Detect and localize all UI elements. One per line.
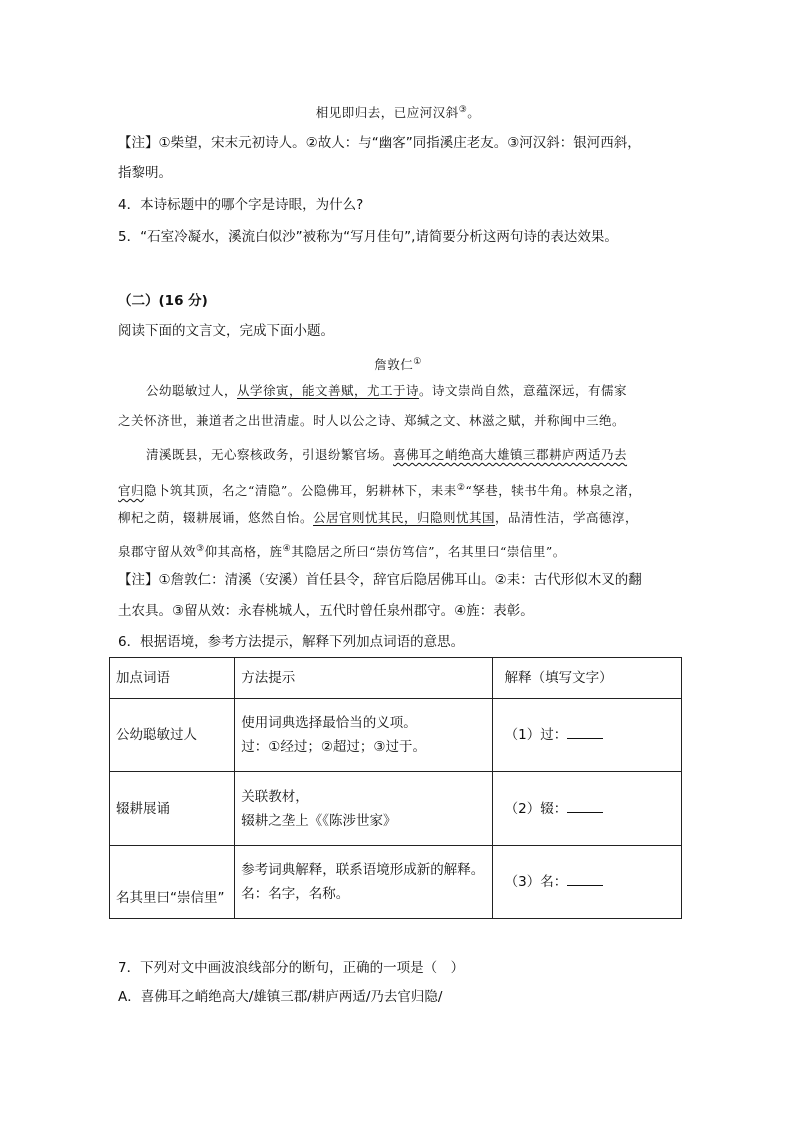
question-4: 4．本诗标题中的哪个字是诗眼，为什么?	[118, 197, 364, 213]
table-header-row	[110, 658, 682, 699]
passage-line-3: 清溪既县，无心察核政务，引退纷繁官场。喜佛耳之峭绝高大雄镇三郡耕庐两适乃去	[146, 447, 628, 462]
question-6: 6．根据语境，参考方法提示，解释下列加点词语的意思。	[118, 634, 465, 650]
wavy-underlined-sentence: 喜佛耳之峭绝高大雄镇三郡耕庐两适乃去	[393, 447, 628, 462]
passage-note-line-1: 【注】①詹敦仁：清溪（安溪）首任县令，辞官后隐居佛耳山。②耒：古代形似木叉的翻	[118, 572, 642, 588]
passage-title: 詹敦仁①	[374, 357, 422, 373]
table-cell-answer[interactable]: （1）过：	[492, 699, 681, 772]
table-cell-hint: 参考词典解释，联系语境形成新的解释。 名：名字，名称。	[235, 846, 492, 919]
answer-blank-3[interactable]	[567, 871, 603, 886]
answer-blank-1[interactable]	[567, 724, 603, 739]
table-row	[110, 772, 682, 846]
passage-line-5: 柳杞之荫，辍耕展诵，悠然自怡。公居官则忧其民，归隐则忧其国，品清性洁，学高德淳，	[118, 510, 639, 525]
vocabulary-table	[109, 657, 682, 919]
underlined-sentence-1: 从学徐寅，能文善赋，尤工于诗	[237, 383, 420, 398]
answer-blank-2[interactable]	[567, 798, 603, 813]
passage-note-line-2: 土农具。③留从效：永春桃城人，五代时曾任泉州郡守。④旌：表彰。	[118, 603, 534, 619]
table-cell-hint: 使用词典选择最恰当的义项。 过：①经过；②超过；③过于。	[235, 699, 492, 772]
underlined-sentence-2: 公居官则忧其民，归隐则忧其国	[313, 510, 496, 525]
table-cell-hint: 关联教材， 辍耕之垄上《《陈涉世家》	[235, 772, 492, 846]
question-7: 7．下列对文中画波浪线部分的断句，正确的一项是（ ）	[118, 960, 465, 976]
poem-last-line: 相见即归去，已应河汉斜③。	[315, 105, 481, 121]
table-cell-answer[interactable]: （3）名：	[492, 846, 681, 919]
passage-line-1: 公幼聪敏过人，从学徐寅，能文善赋，尤工于诗。诗文崇尚自然，意蕴深远，有儒家	[146, 383, 628, 398]
table-cell-answer[interactable]: （2）辍：	[492, 772, 681, 846]
poem-note-line-1: 【注】①柴望，宋末元初诗人。②故人：与“幽客”同指溪庄老友。③河汉斜：银河西斜，	[118, 135, 641, 151]
table-row	[110, 699, 682, 772]
table-row	[110, 846, 682, 919]
question-7-option-a[interactable]: A．喜佛耳之峭绝高大/雄镇三郡/耕庐两适/乃去官归隐/	[118, 989, 443, 1005]
question-5: 5．“石室冷凝水，溪流白似沙”被称为“写月佳句”,请简要分析这两句诗的表达效果。	[118, 229, 618, 245]
table-cell-word: 辍耕展诵	[110, 772, 235, 846]
passage-line-4: 官归隐卜筑其顶，名之“清隐”。公隐佛耳，躬耕林下，耒耒②“孥巷，犊书牛角。林泉之渚，	[118, 483, 642, 499]
passage-line-6: 泉郡守留从效③仰其高格，旌④其隐居之所曰“崇仿笃信”，名其里曰“崇信里”。	[118, 544, 566, 560]
table-header-word: 加点词语	[110, 658, 235, 699]
section-2-instruction: 阅读下面的文言文，完成下面小题。	[118, 323, 334, 339]
table-header-hint: 方法提示	[235, 658, 492, 699]
table-header-answer: 解释（填写文字）	[492, 658, 681, 699]
poem-note-line-2: 指黎明。	[118, 165, 172, 181]
section-2-heading: （二）(16 分)	[118, 293, 208, 309]
table-cell-word: 公幼聪敏过人	[110, 699, 235, 772]
table-cell-word: 名其里曰“崇信里”	[110, 846, 235, 919]
passage-line-2: 之关怀济世，兼道者之出世清虚。时人以公之诗、郑缄之文、林滋之赋，并称闽中三绝。	[118, 413, 626, 428]
